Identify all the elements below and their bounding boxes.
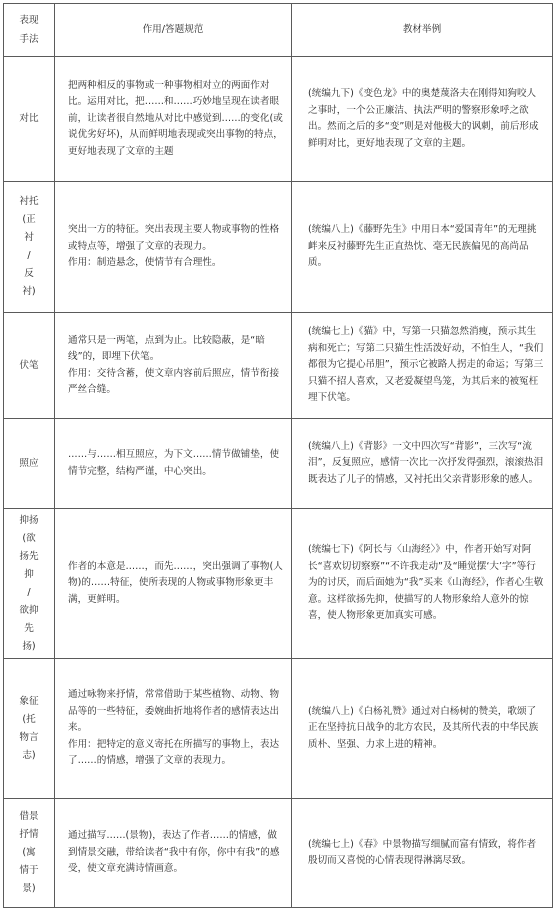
example-text: (统编七下)《阿长与〈山海经〉》中，作者开始写对阿长“喜欢切切察察”“不许我走动”及“睡觉摆‘大’字”等行为的讨厌，而后面她为“我”买来《山海经》，作者心生敬意。这样欲扬先抑，使描写的人物形象给人意外的惊喜，使人物形象更加真实可感。 [308, 544, 544, 622]
technique-line: / [27, 586, 31, 598]
technique-cell [4, 419, 55, 509]
usage-cell [55, 182, 292, 313]
technique-line: 欲抑 [19, 604, 39, 616]
technique-line: / [27, 250, 31, 261]
usage-text: 作者的本意是……，而先……，突出强调了事物(人物)的……特征，使所表现的人物或事物形象更丰满，更鲜明。 [68, 560, 283, 605]
example-cell [292, 659, 553, 799]
technique-line: 照应 [19, 457, 39, 469]
technique-line: 象征 [19, 695, 39, 707]
usage-text: 通过咏物来抒情，常常借助于某些植物、动物、物品等的一些特征，委婉曲折地将作者的感情表达出来。 [68, 689, 280, 734]
technique-line: 抑 [24, 568, 34, 580]
technique-line: 志) [22, 749, 36, 761]
technique-line: 反 [24, 268, 34, 279]
header-technique [4, 4, 55, 57]
usage-text: 作用：交待含蓄，使文章内容前后照应，情节衔接严丝合缝。 [68, 367, 280, 395]
header-usage: 作用/答题规范 [55, 4, 292, 57]
technique-line: 抑扬 [19, 514, 39, 526]
example-cell [292, 182, 553, 313]
header-example: 教材举例 [292, 4, 553, 57]
technique-line: 抒情 [19, 829, 39, 840]
technique-line: 扬) [22, 640, 36, 652]
technique-line: 衬托 [19, 196, 39, 207]
usage-text: 突出一方的特征。突出表现主要人物或事物的性格或特点等，增强了文章的表现力。 [68, 224, 280, 252]
example-text: (统编八上)《白杨礼赞》通过对白杨树的赞美，歌颂了正在坚持抗日战争的北方农民，及其所代表的中华民族质朴、坚强、力求上进的精神。 [308, 705, 539, 750]
technique-line: 伏笔 [19, 359, 39, 371]
example-cell [292, 419, 553, 509]
technique-cell [4, 182, 55, 313]
header-technique-line: 手法 [19, 34, 39, 45]
techniques-table [3, 3, 553, 908]
table-row [4, 419, 553, 509]
usage-text: 通过描写……(景物)，表达了作者……的情感，做到情景交融，带给读者“我中有你，你中有我”的感受，使文章充满诗情画意。 [68, 830, 280, 875]
usage-text: ……与……相互照应，为下文……情节做铺垫，使情节完整，结构严谨，中心突出。 [68, 449, 280, 477]
technique-line: 借景 [19, 811, 39, 822]
technique-cell [4, 799, 55, 908]
example-cell [292, 57, 553, 182]
technique-line: (欲 [22, 532, 36, 544]
example-text: (统编九下)《变色龙》中的奥楚蔑洛夫在刚得知狗咬人之事时，一个公正廉洁、执法严明的警察形象呼之欲出。然而之后的多“变”则是对他极大的讽刺，前后形成鲜明对比，更好地表现了文章的主题。 [308, 88, 539, 149]
usage-text: 通常只是一两笔，点到为止。比较隐蔽，是“暗线”的，即埋下伏笔。 [68, 334, 265, 362]
header-technique-line: 表现 [19, 15, 39, 26]
technique-line: (托 [22, 713, 36, 725]
example-text: (统编七上)《猫》中，写第一只猫忽然消瘦，预示其生病和死亡；写第二只猫生性活泼好动，不怕生人，“我们都很为它提心吊胆”，预示它被路人拐走的命运；写第三只猫不招人喜欢，又老爱凝望鸟笼，为其后来的被冤枉埋下伏笔。 [308, 326, 544, 404]
technique-line: 先 [24, 622, 34, 634]
technique-line: 情于 [19, 865, 39, 876]
technique-line: 景) [22, 883, 36, 894]
example-text: (统编八上)《藤野先生》中用日本“爱国青年”的无理挑衅来反衬藤野先生正直热忱、毫无民族偏见的高尚品质。 [308, 224, 537, 269]
technique-cell [4, 313, 55, 419]
technique-line: 衬) [22, 286, 36, 297]
technique-line: (正 [22, 214, 36, 225]
usage-text: 作用：把特定的意义寄托在所描写的事物上，表达了……的情感，增强了文章的表现力。 [68, 738, 280, 767]
example-cell [292, 313, 553, 419]
technique-line: (寓 [22, 847, 36, 858]
technique-line: 对比 [19, 113, 39, 124]
usage-text: 作用：制造悬念，使情节有合理性。 [68, 257, 222, 269]
table-row [4, 509, 553, 659]
technique-line: 物言 [19, 731, 39, 743]
table-row [4, 799, 553, 908]
usage-cell [55, 659, 292, 799]
example-text: (统编七上)《春》中景物描写细腻而富有情致，将作者殷切而又喜悦的心情表现得淋漓尽致。 [308, 838, 537, 866]
example-cell [292, 799, 553, 908]
usage-text: 把两种相反的事物或一种事物相对立的两面作对比。运用对比，把……和……巧妙地呈现在读者眼前，让读者很自然地从对比中感觉到……的变化(或说优劣好坏)，从而鲜明地表现或突出事物的特点，更好地表现了文章的主题 [68, 79, 283, 157]
technique-cell [4, 509, 55, 659]
usage-cell [55, 419, 292, 509]
usage-cell [55, 57, 292, 182]
example-cell [292, 509, 553, 659]
example-text: (统编八上)《背影》一文中四次写“背影”，三次写“流泪”，反复照应，感情一次比一次抒发得强烈，滚滚热泪既表达了儿子的情感，又衬托出父亲背影形象的感人。 [308, 440, 544, 485]
table-header-row [4, 4, 553, 57]
technique-cell [4, 57, 55, 182]
table-row [4, 313, 553, 419]
technique-cell [4, 659, 55, 799]
table-row [4, 659, 553, 799]
technique-line: 扬先 [19, 550, 39, 562]
technique-line: 衬 [24, 232, 34, 243]
table-row [4, 57, 553, 182]
table-row [4, 182, 553, 313]
usage-cell [55, 313, 292, 419]
usage-cell [55, 509, 292, 659]
usage-cell [55, 799, 292, 908]
